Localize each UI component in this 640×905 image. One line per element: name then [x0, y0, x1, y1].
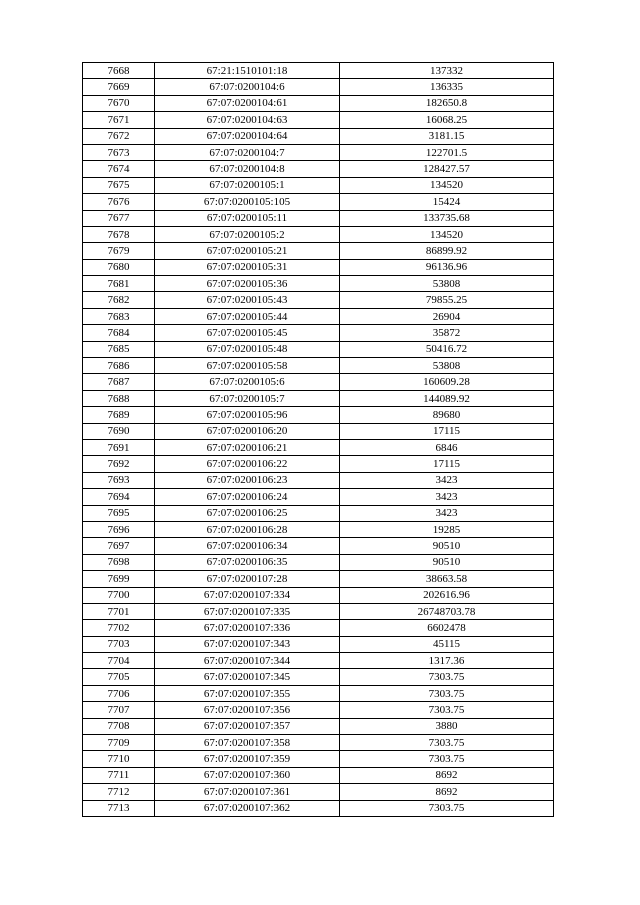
value-cell: 79855.25 — [340, 292, 554, 308]
row-number-cell: 7680 — [83, 259, 155, 275]
value-cell: 90510 — [340, 554, 554, 570]
cadastral-number-cell: 67:07:0200105:21 — [155, 243, 340, 259]
row-number-cell: 7672 — [83, 128, 155, 144]
table-row — [83, 439, 554, 455]
table-row — [83, 767, 554, 783]
row-number-cell: 7699 — [83, 571, 155, 587]
row-number-cell: 7711 — [83, 767, 155, 783]
cadastral-number-cell: 67:07:0200104:8 — [155, 161, 340, 177]
cadastral-number-cell: 67:07:0200107:335 — [155, 603, 340, 619]
table-row — [83, 521, 554, 537]
value-cell: 15424 — [340, 194, 554, 210]
cadastral-number-cell: 67:07:0200106:28 — [155, 521, 340, 537]
table-row — [83, 390, 554, 406]
cadastral-number-cell: 67:07:0200107:357 — [155, 718, 340, 734]
value-cell: 16068.25 — [340, 112, 554, 128]
table-row — [83, 374, 554, 390]
row-number-cell: 7713 — [83, 800, 155, 816]
value-cell: 89680 — [340, 407, 554, 423]
row-number-cell: 7710 — [83, 751, 155, 767]
data-table — [82, 62, 554, 817]
row-number-cell: 7689 — [83, 407, 155, 423]
table-row — [83, 161, 554, 177]
value-cell: 6846 — [340, 439, 554, 455]
cadastral-number-cell: 67:07:0200104:7 — [155, 144, 340, 160]
table-row — [83, 751, 554, 767]
row-number-cell: 7677 — [83, 210, 155, 226]
row-number-cell: 7705 — [83, 669, 155, 685]
value-cell: 3423 — [340, 489, 554, 505]
value-cell: 3880 — [340, 718, 554, 734]
cadastral-number-cell: 67:07:0200107:345 — [155, 669, 340, 685]
row-number-cell: 7690 — [83, 423, 155, 439]
cadastral-number-cell: 67:07:0200105:6 — [155, 374, 340, 390]
cadastral-number-cell: 67:07:0200107:360 — [155, 767, 340, 783]
value-cell: 8692 — [340, 784, 554, 800]
value-cell: 134520 — [340, 177, 554, 193]
value-cell: 122701.5 — [340, 144, 554, 160]
table-row — [83, 800, 554, 816]
row-number-cell: 7696 — [83, 521, 155, 537]
table-row — [83, 489, 554, 505]
cadastral-number-cell: 67:21:1510101:18 — [155, 63, 340, 79]
cadastral-number-cell: 67:07:0200107:28 — [155, 571, 340, 587]
value-cell: 136335 — [340, 79, 554, 95]
value-cell: 86899.92 — [340, 243, 554, 259]
cadastral-number-cell: 67:07:0200105:44 — [155, 308, 340, 324]
table-row — [83, 358, 554, 374]
cadastral-number-cell: 67:07:0200105:7 — [155, 390, 340, 406]
table-row — [83, 112, 554, 128]
table-row — [83, 571, 554, 587]
value-cell: 7303.75 — [340, 702, 554, 718]
row-number-cell: 7712 — [83, 784, 155, 800]
cadastral-number-cell: 67:07:0200106:23 — [155, 472, 340, 488]
table-row — [83, 505, 554, 521]
row-number-cell: 7674 — [83, 161, 155, 177]
value-cell: 202616.96 — [340, 587, 554, 603]
cadastral-number-cell: 67:07:0200105:43 — [155, 292, 340, 308]
table-row — [83, 226, 554, 242]
value-cell: 38663.58 — [340, 571, 554, 587]
table-row — [83, 669, 554, 685]
table-body — [83, 63, 554, 817]
value-cell: 7303.75 — [340, 735, 554, 751]
cadastral-number-cell: 67:07:0200105:105 — [155, 194, 340, 210]
table-row — [83, 472, 554, 488]
table-row — [83, 325, 554, 341]
row-number-cell: 7688 — [83, 390, 155, 406]
value-cell: 17115 — [340, 456, 554, 472]
table-row — [83, 341, 554, 357]
value-cell: 26904 — [340, 308, 554, 324]
cadastral-number-cell: 67:07:0200107:334 — [155, 587, 340, 603]
table-row — [83, 308, 554, 324]
value-cell: 7303.75 — [340, 751, 554, 767]
value-cell: 137332 — [340, 63, 554, 79]
table-row — [83, 620, 554, 636]
row-number-cell: 7686 — [83, 358, 155, 374]
table-row — [83, 685, 554, 701]
row-number-cell: 7685 — [83, 341, 155, 357]
cadastral-number-cell: 67:07:0200104:64 — [155, 128, 340, 144]
value-cell: 3423 — [340, 472, 554, 488]
cadastral-number-cell: 67:07:0200107:343 — [155, 636, 340, 652]
table-row — [83, 79, 554, 95]
cadastral-number-cell: 67:07:0200104:63 — [155, 112, 340, 128]
cadastral-number-cell: 67:07:0200106:22 — [155, 456, 340, 472]
value-cell: 182650.8 — [340, 95, 554, 111]
row-number-cell: 7691 — [83, 439, 155, 455]
row-number-cell: 7709 — [83, 735, 155, 751]
row-number-cell: 7701 — [83, 603, 155, 619]
row-number-cell: 7673 — [83, 144, 155, 160]
table-row — [83, 603, 554, 619]
value-cell: 128427.57 — [340, 161, 554, 177]
value-cell: 1317.36 — [340, 653, 554, 669]
value-cell: 50416.72 — [340, 341, 554, 357]
table-row — [83, 554, 554, 570]
table-row — [83, 292, 554, 308]
table-row — [83, 735, 554, 751]
table-row — [83, 210, 554, 226]
table-row — [83, 177, 554, 193]
cadastral-number-cell: 67:07:0200107:344 — [155, 653, 340, 669]
value-cell: 3423 — [340, 505, 554, 521]
row-number-cell: 7693 — [83, 472, 155, 488]
cadastral-number-cell: 67:07:0200105:11 — [155, 210, 340, 226]
cadastral-number-cell: 67:07:0200105:36 — [155, 276, 340, 292]
cadastral-number-cell: 67:07:0200107:356 — [155, 702, 340, 718]
cadastral-number-cell: 67:07:0200107:355 — [155, 685, 340, 701]
value-cell: 7303.75 — [340, 685, 554, 701]
row-number-cell: 7669 — [83, 79, 155, 95]
row-number-cell: 7671 — [83, 112, 155, 128]
cadastral-number-cell: 67:07:0200105:2 — [155, 226, 340, 242]
value-cell: 35872 — [340, 325, 554, 341]
table-row — [83, 456, 554, 472]
table-row — [83, 276, 554, 292]
cadastral-number-cell: 67:07:0200106:21 — [155, 439, 340, 455]
row-number-cell: 7681 — [83, 276, 155, 292]
value-cell: 96136.96 — [340, 259, 554, 275]
row-number-cell: 7695 — [83, 505, 155, 521]
cadastral-number-cell: 67:07:0200104:61 — [155, 95, 340, 111]
table-row — [83, 784, 554, 800]
value-cell: 8692 — [340, 767, 554, 783]
cadastral-number-cell: 67:07:0200105:1 — [155, 177, 340, 193]
row-number-cell: 7706 — [83, 685, 155, 701]
value-cell: 53808 — [340, 358, 554, 374]
table-row — [83, 407, 554, 423]
row-number-cell: 7683 — [83, 308, 155, 324]
table-row — [83, 63, 554, 79]
cadastral-number-cell: 67:07:0200107:361 — [155, 784, 340, 800]
table-row — [83, 423, 554, 439]
table-row — [83, 243, 554, 259]
table-row — [83, 95, 554, 111]
table-row — [83, 587, 554, 603]
value-cell: 53808 — [340, 276, 554, 292]
cadastral-number-cell: 67:07:0200106:25 — [155, 505, 340, 521]
cadastral-number-cell: 67:07:0200105:31 — [155, 259, 340, 275]
value-cell: 134520 — [340, 226, 554, 242]
row-number-cell: 7708 — [83, 718, 155, 734]
table-row — [83, 194, 554, 210]
value-cell: 26748703.78 — [340, 603, 554, 619]
table-row — [83, 144, 554, 160]
row-number-cell: 7694 — [83, 489, 155, 505]
table-row — [83, 718, 554, 734]
value-cell: 19285 — [340, 521, 554, 537]
cadastral-number-cell: 67:07:0200106:35 — [155, 554, 340, 570]
row-number-cell: 7704 — [83, 653, 155, 669]
cadastral-number-cell: 67:07:0200105:96 — [155, 407, 340, 423]
row-number-cell: 7700 — [83, 587, 155, 603]
value-cell: 45115 — [340, 636, 554, 652]
value-cell: 17115 — [340, 423, 554, 439]
cadastral-number-cell: 67:07:0200107:362 — [155, 800, 340, 816]
row-number-cell: 7702 — [83, 620, 155, 636]
cadastral-number-cell: 67:07:0200107:359 — [155, 751, 340, 767]
row-number-cell: 7675 — [83, 177, 155, 193]
value-cell: 160609.28 — [340, 374, 554, 390]
row-number-cell: 7678 — [83, 226, 155, 242]
table-row — [83, 702, 554, 718]
table-row — [83, 538, 554, 554]
row-number-cell: 7692 — [83, 456, 155, 472]
row-number-cell: 7670 — [83, 95, 155, 111]
cadastral-number-cell: 67:07:0200105:48 — [155, 341, 340, 357]
row-number-cell: 7676 — [83, 194, 155, 210]
row-number-cell: 7687 — [83, 374, 155, 390]
value-cell: 7303.75 — [340, 669, 554, 685]
row-number-cell: 7668 — [83, 63, 155, 79]
cadastral-number-cell: 67:07:0200105:58 — [155, 358, 340, 374]
cadastral-number-cell: 67:07:0200107:358 — [155, 735, 340, 751]
row-number-cell: 7703 — [83, 636, 155, 652]
cadastral-number-cell: 67:07:0200104:6 — [155, 79, 340, 95]
table-row — [83, 636, 554, 652]
value-cell: 3181.15 — [340, 128, 554, 144]
table-row — [83, 653, 554, 669]
row-number-cell: 7697 — [83, 538, 155, 554]
table-row — [83, 259, 554, 275]
cadastral-number-cell: 67:07:0200106:20 — [155, 423, 340, 439]
value-cell: 7303.75 — [340, 800, 554, 816]
cadastral-number-cell: 67:07:0200106:24 — [155, 489, 340, 505]
row-number-cell: 7684 — [83, 325, 155, 341]
cadastral-number-cell: 67:07:0200106:34 — [155, 538, 340, 554]
cadastral-number-cell: 67:07:0200107:336 — [155, 620, 340, 636]
row-number-cell: 7698 — [83, 554, 155, 570]
value-cell: 144089.92 — [340, 390, 554, 406]
row-number-cell: 7707 — [83, 702, 155, 718]
cadastral-number-cell: 67:07:0200105:45 — [155, 325, 340, 341]
value-cell: 133735.68 — [340, 210, 554, 226]
table-row — [83, 128, 554, 144]
value-cell: 90510 — [340, 538, 554, 554]
value-cell: 6602478 — [340, 620, 554, 636]
row-number-cell: 7682 — [83, 292, 155, 308]
row-number-cell: 7679 — [83, 243, 155, 259]
